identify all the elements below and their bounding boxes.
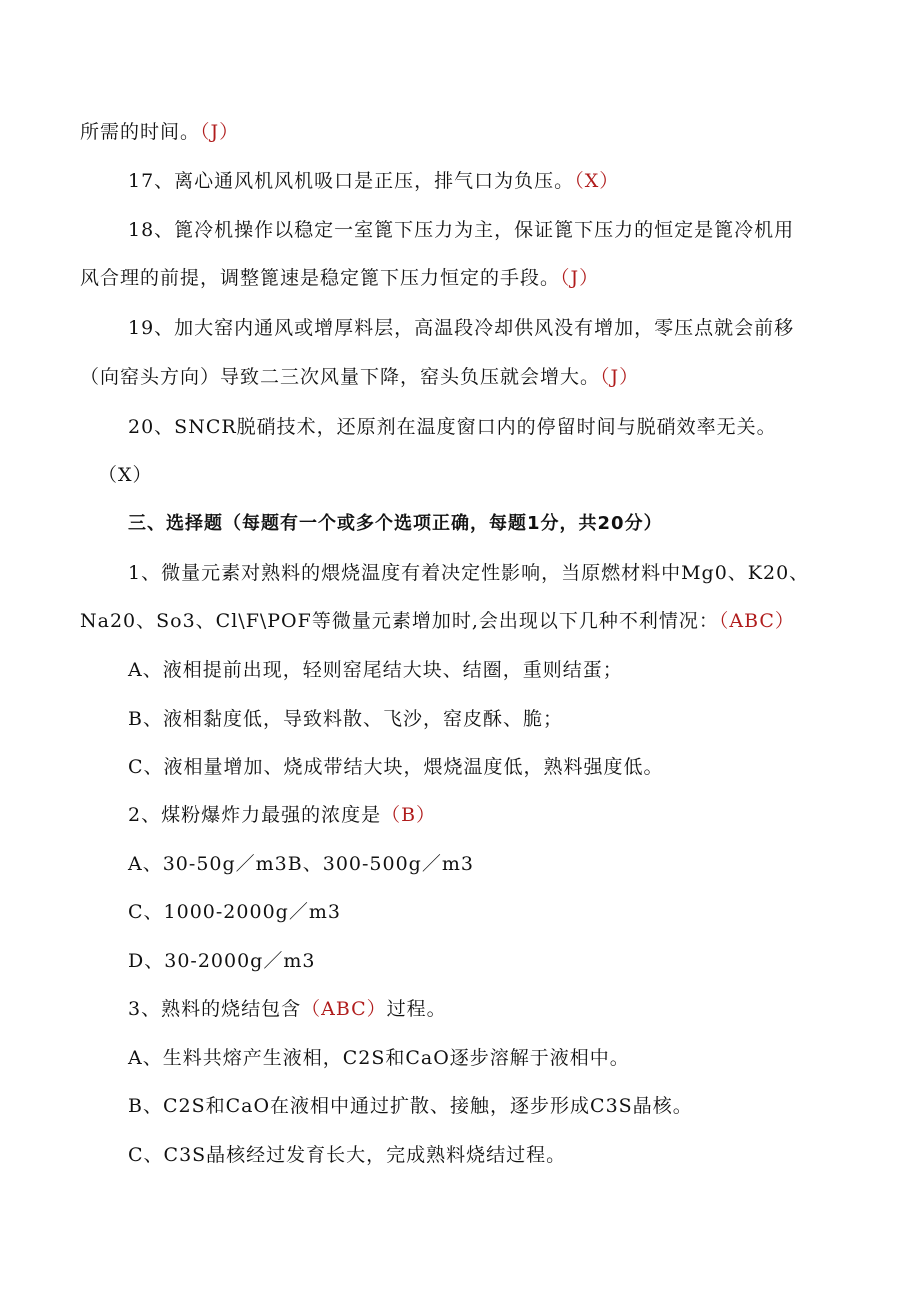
mc-q3-option-b: B、C2S和CaO在液相中通过扩散、接触，逐步形成C3S晶核。 bbox=[128, 1095, 693, 1117]
mc-q2-option-c: C、1000-2000g／m3 bbox=[128, 901, 341, 923]
mc-q1-option-b: B、液相黏度低，导致料散、飞沙，窑皮酥、脆； bbox=[128, 708, 563, 730]
mc-question-1-line1: 1、微量元素对熟料的煨烧温度有着决定性影响，当原燃材料中Mg0、K20、 bbox=[128, 562, 810, 584]
q19-answer: （J） bbox=[600, 366, 640, 388]
mc-question-3: 3、熟料的烧结包含（ABC）过程。 bbox=[128, 998, 447, 1020]
mc-q2-answer: （B） bbox=[381, 804, 437, 826]
mc-q1-option-a: A、液相提前出现，轻则窑尾结大块、结圈，重则结蛋； bbox=[128, 659, 623, 681]
mc-question-2: 2、煤粉爆炸力最强的浓度是（B） bbox=[128, 804, 437, 826]
question-19-line2: （向窑头方向）导致二三次风量下降，窑头负压就会增大。（J） bbox=[80, 366, 640, 388]
mc-q1-option-c: C、液相量增加、烧成带结大块，煨烧温度低，熟料强度低。 bbox=[128, 756, 664, 778]
mc-question-1-line2: Na20、So3、Cl\F\POF等微量元素增加时,会出现以下几种不利情况：（ABC） bbox=[80, 610, 795, 632]
mc-q2-option-ab: A、30-50g／m3B、300-500g／m3 bbox=[128, 853, 474, 875]
q17-answer: （X） bbox=[574, 170, 620, 192]
question-20-line1: 20、SNCR脱硝技术，还原剂在温度窗口内的停留时间与脱硝效率无关。 bbox=[128, 416, 777, 438]
q16-continuation: 所需的时间。（J） bbox=[80, 121, 240, 143]
mc-q2-option-d: D、30-2000g／m3 bbox=[128, 950, 316, 972]
question-19-line1: 19、加大窑内通风或增厚料层，高温段冷却供风没有增加，零压点就会前移 bbox=[128, 317, 795, 339]
question-17: 17、离心通风机风机吸口是正压，排气口为负压。（X） bbox=[128, 170, 620, 192]
q16-answer: （J） bbox=[200, 121, 240, 143]
q20-answer: （X） bbox=[98, 464, 153, 486]
question-18-line1: 18、篦冷机操作以稳定一室篦下压力为主，保证篦下压力的恒定是篦冷机用 bbox=[128, 219, 795, 241]
mc-q3-option-c: C、C3S晶核经过发育长大，完成熟料烧结过程。 bbox=[128, 1144, 567, 1166]
mc-q1-answer: （ABC） bbox=[718, 610, 795, 632]
section-heading-choice: 三、选择题（每题有一个或多个选项正确，每题1分，共20分） bbox=[128, 513, 663, 534]
question-18-line2: 风合理的前提，调整篦速是稳定篦下压力恒定的手段。（J） bbox=[80, 267, 600, 289]
mc-q3-answer: （ABC） bbox=[301, 998, 387, 1020]
mc-q3-option-a: A、生料共熔产生液相，C2S和CaO逐步溶解于液相中。 bbox=[128, 1047, 630, 1069]
q18-answer: （J） bbox=[560, 267, 600, 289]
